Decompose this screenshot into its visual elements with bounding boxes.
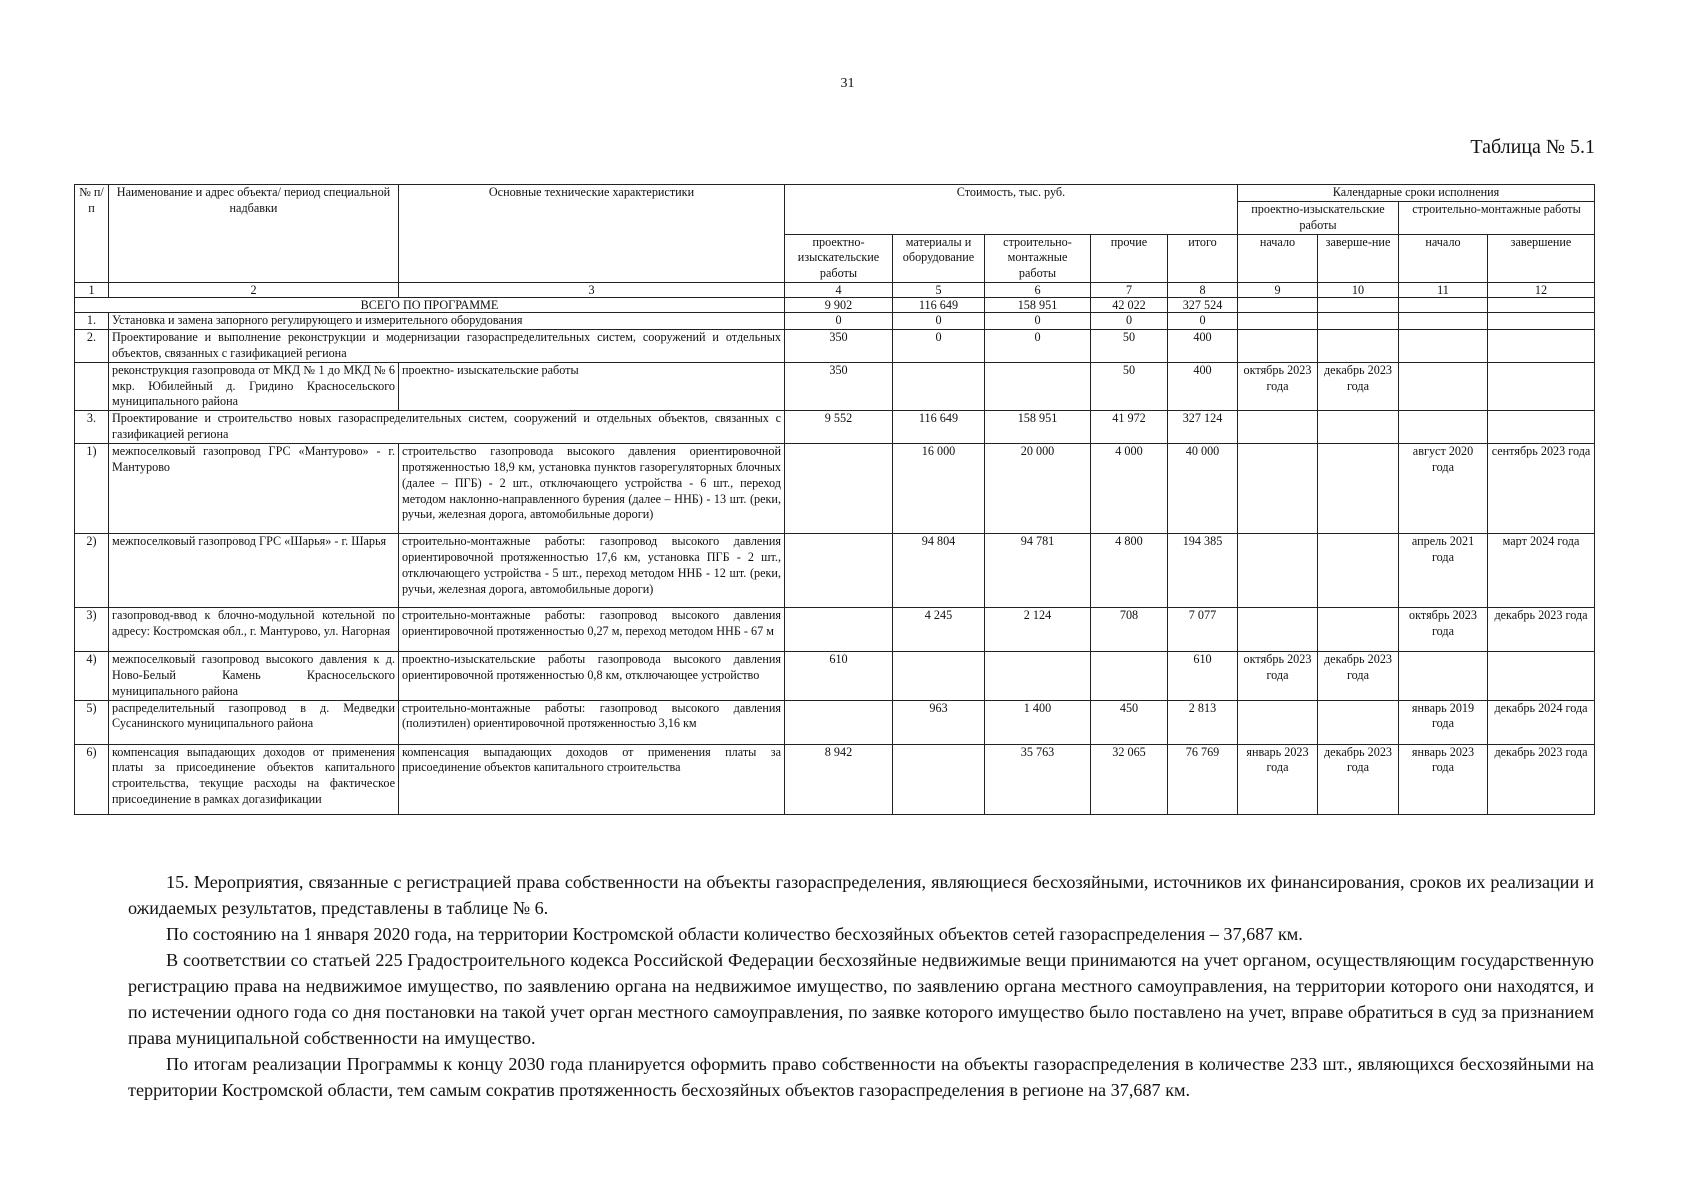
header-construction-start: начало bbox=[1399, 234, 1488, 283]
column-number: 11 bbox=[1399, 283, 1488, 298]
header-cost-group: Стоимость, тыс. руб. bbox=[785, 185, 1238, 235]
cell-design-start bbox=[1238, 330, 1318, 363]
cell-other-cost bbox=[1091, 652, 1168, 701]
row-name: компенсация выпадающих доходов от применения платы за присоединение объектов капитального строительства, текущие расходы на фактическое присоединение в рамках догазификации bbox=[109, 744, 399, 814]
cell-total-cost: 2 813 bbox=[1168, 700, 1238, 744]
row-name: реконструкция газопровода от МКД № 1 до МКД № 6 мкр. Юбилейный д. Гридино Красносельского муниципального района bbox=[109, 362, 399, 411]
total-sum: 327 524 bbox=[1168, 298, 1238, 313]
cell-construction-start: август 2020 года bbox=[1399, 444, 1488, 534]
table-row bbox=[75, 534, 1595, 608]
cell-construction-end: декабрь 2023 года bbox=[1488, 608, 1595, 652]
cell-construction-end bbox=[1488, 362, 1595, 411]
cell-other-cost: 32 065 bbox=[1091, 744, 1168, 814]
cell-design-end bbox=[1318, 608, 1399, 652]
column-number: 7 bbox=[1091, 283, 1168, 298]
column-number: 5 bbox=[893, 283, 985, 298]
row-number: 6) bbox=[75, 744, 109, 814]
cell-design-start bbox=[1238, 700, 1318, 744]
cell-design-start: январь 2023 года bbox=[1238, 744, 1318, 814]
cell-materials-cost: 0 bbox=[893, 330, 985, 363]
cell-design-end bbox=[1318, 330, 1399, 363]
cell-construction-start: апрель 2021 года bbox=[1399, 534, 1488, 608]
column-number: 1 bbox=[75, 283, 109, 298]
header-cost-other: прочие bbox=[1091, 234, 1168, 283]
table-row bbox=[75, 608, 1595, 652]
cell-construction-cost: 1 400 bbox=[985, 700, 1091, 744]
cell-design-start bbox=[1238, 534, 1318, 608]
cell-total-cost: 610 bbox=[1168, 652, 1238, 701]
column-number: 3 bbox=[399, 283, 785, 298]
header-name: Наименование и адрес объекта/ период специальной надбавки bbox=[109, 185, 399, 283]
header-specs: Основные технические характеристики bbox=[399, 185, 785, 283]
header-design-works: проектно-изыскательские работы bbox=[1238, 201, 1399, 234]
cell-materials-cost: 16 000 bbox=[893, 444, 985, 534]
cell-construction-end bbox=[1488, 330, 1595, 363]
cell-design-start bbox=[1238, 313, 1318, 330]
table-row bbox=[75, 313, 1595, 330]
cell-construction-cost: 158 951 bbox=[985, 411, 1091, 444]
cell-construction-end bbox=[1488, 313, 1595, 330]
paragraph: В соответствии со статьей 225 Градостроительного кодекса Российской Федерации бесхозяйные недвижимые вещи принимаются на учет органом, осуществляющим государственную регистрацию права на недвижимое имущество, по заявлению органа на недвижимое имущество, по заявлению органа местного самоуправления, на территории которого они находятся, и по истечении одного года со дня постановки на такой учет орган местного самоуправления, по заявке которого имущество было поставлено на учет, вправе обратиться в суд за признанием права муниципальной собственности на имущество. bbox=[128, 950, 1594, 1048]
cell-other-cost: 708 bbox=[1091, 608, 1168, 652]
row-name: Проектирование и строительство новых газораспределительных систем, сооружений и отдельных объектов, связанных с газификацией региона bbox=[109, 411, 785, 444]
column-number: 6 bbox=[985, 283, 1091, 298]
row-specs: компенсация выпадающих доходов от применения платы за присоединение объектов капитального строительства bbox=[399, 744, 785, 814]
cell-construction-start bbox=[1399, 313, 1488, 330]
cell-construction-start: январь 2019 года bbox=[1399, 700, 1488, 744]
column-number: 2 bbox=[109, 283, 399, 298]
cell-materials-cost: 0 bbox=[893, 313, 985, 330]
cell-design-end bbox=[1318, 444, 1399, 534]
cell-design-cost: 9 552 bbox=[785, 411, 893, 444]
cell-materials-cost: 963 bbox=[893, 700, 985, 744]
cell-construction-end bbox=[1488, 411, 1595, 444]
cell-construction-start bbox=[1399, 362, 1488, 411]
cell-construction-cost: 94 781 bbox=[985, 534, 1091, 608]
cell-design-end bbox=[1318, 534, 1399, 608]
cell-construction-start: январь 2023 года bbox=[1399, 744, 1488, 814]
row-name: распределительный газопровод в д. Медведки Сусанинского муниципального района bbox=[109, 700, 399, 744]
cell-total-cost: 400 bbox=[1168, 330, 1238, 363]
cell-construction-cost: 0 bbox=[985, 330, 1091, 363]
cell-materials-cost bbox=[893, 744, 985, 814]
total-other: 42 022 bbox=[1091, 298, 1168, 313]
paragraph: По состоянию на 1 января 2020 года, на территории Костромской области количество бесхозяйных объектов сетей газораспределения – 37,687 км. bbox=[166, 924, 1303, 944]
row-name: Установка и замена запорного регулирующего и измерительного оборудования bbox=[109, 313, 785, 330]
cell-design-cost: 8 942 bbox=[785, 744, 893, 814]
cell-total-cost: 0 bbox=[1168, 313, 1238, 330]
total-design: 9 902 bbox=[785, 298, 893, 313]
table-row bbox=[75, 444, 1595, 534]
cell-design-end bbox=[1318, 700, 1399, 744]
header-design-start: начало bbox=[1238, 234, 1318, 283]
cell-design-start bbox=[1238, 411, 1318, 444]
cell-design-end bbox=[1318, 411, 1399, 444]
cell-materials-cost: 4 245 bbox=[893, 608, 985, 652]
table-row bbox=[75, 330, 1595, 363]
header-construction-end: завершение bbox=[1488, 234, 1595, 283]
cell-construction-end: сентябрь 2023 года bbox=[1488, 444, 1595, 534]
header-cost-total: итого bbox=[1168, 234, 1238, 283]
table-row bbox=[75, 744, 1595, 814]
cell-design-cost: 350 bbox=[785, 362, 893, 411]
table-row bbox=[75, 362, 1595, 411]
cell-construction-end: март 2024 года bbox=[1488, 534, 1595, 608]
cell-design-end: декабрь 2023 года bbox=[1318, 362, 1399, 411]
row-number: 5) bbox=[75, 700, 109, 744]
row-number: 3. bbox=[75, 411, 109, 444]
cell-design-cost bbox=[785, 444, 893, 534]
row-number: 2) bbox=[75, 534, 109, 608]
cell-total-cost: 327 124 bbox=[1168, 411, 1238, 444]
row-specs: строительно-монтажные работы: газопровод высокого давления (полиэтилен) ориентировочной протяженностью 3,16 км bbox=[399, 700, 785, 744]
cell-design-cost: 610 bbox=[785, 652, 893, 701]
cell-construction-cost: 20 000 bbox=[985, 444, 1091, 534]
cell-design-cost bbox=[785, 700, 893, 744]
cell-materials-cost bbox=[893, 362, 985, 411]
header-construction-works: строительно-монтажные работы bbox=[1399, 201, 1595, 234]
header-cost-design: проектно-изыскательские работы bbox=[785, 234, 893, 283]
header-num: № п/п bbox=[75, 185, 109, 283]
table-caption: Таблица № 5.1 bbox=[1470, 136, 1595, 158]
column-numbers-row bbox=[75, 283, 1595, 298]
row-name: газопровод-ввод к блочно-модульной котельной по адресу: Костромская обл., г. Мантурово, ул. Нагорная bbox=[109, 608, 399, 652]
header-row-1 bbox=[75, 185, 1595, 202]
table-row bbox=[75, 652, 1595, 701]
cell-total-cost: 7 077 bbox=[1168, 608, 1238, 652]
cell-design-end bbox=[1318, 313, 1399, 330]
cell-design-start bbox=[1238, 444, 1318, 534]
cell-other-cost: 50 bbox=[1091, 330, 1168, 363]
row-specs: проектно- изыскательские работы bbox=[399, 362, 785, 411]
page-number: 31 bbox=[840, 76, 855, 91]
row-name: межпоселковый газопровод ГРС «Мантурово» - г. Мантурово bbox=[109, 444, 399, 534]
cell-materials-cost: 94 804 bbox=[893, 534, 985, 608]
header-cost-construction: строительно-монтажные работы bbox=[985, 234, 1091, 283]
total-materials: 116 649 bbox=[893, 298, 985, 313]
column-number: 9 bbox=[1238, 283, 1318, 298]
cell-construction-end bbox=[1488, 652, 1595, 701]
cell-construction-cost: 2 124 bbox=[985, 608, 1091, 652]
row-number: 3) bbox=[75, 608, 109, 652]
cell-other-cost: 450 bbox=[1091, 700, 1168, 744]
cell-total-cost: 40 000 bbox=[1168, 444, 1238, 534]
total-construction: 158 951 bbox=[985, 298, 1091, 313]
cell-design-end: декабрь 2023 года bbox=[1318, 744, 1399, 814]
header-cost-materials: материалы и оборудование bbox=[893, 234, 985, 283]
row-specs: строительно-монтажные работы: газопровод высокого давления ориентировочной протяженностью 17,6 км, установка ПГБ - 2 шт., отключающего устройства - 5 шт., переход методом ННБ - 12 шт. (реки, ручьи, железная дорога, автомобильные дороги) bbox=[399, 534, 785, 608]
cell-total-cost: 194 385 bbox=[1168, 534, 1238, 608]
cell-other-cost: 0 bbox=[1091, 313, 1168, 330]
cell-construction-start bbox=[1399, 411, 1488, 444]
cell-other-cost: 50 bbox=[1091, 362, 1168, 411]
row-name: межпоселковый газопровод ГРС «Шарья» - г. Шарья bbox=[109, 534, 399, 608]
cell-other-cost: 4 800 bbox=[1091, 534, 1168, 608]
header-schedule-group: Календарные сроки исполнения bbox=[1238, 185, 1595, 202]
cell-design-end: декабрь 2023 года bbox=[1318, 652, 1399, 701]
program-table bbox=[74, 184, 1595, 815]
cell-construction-start bbox=[1399, 330, 1488, 363]
total-label: ВСЕГО ПО ПРОГРАММЕ bbox=[75, 298, 785, 313]
row-specs: строительно-монтажные работы: газопровод высокого давления ориентировочной протяженностью 0,27 м, переход методом ННБ - 67 м bbox=[399, 608, 785, 652]
cell-design-cost bbox=[785, 534, 893, 608]
table-row bbox=[75, 411, 1595, 444]
cell-other-cost: 41 972 bbox=[1091, 411, 1168, 444]
cell-construction-cost: 35 763 bbox=[985, 744, 1091, 814]
table-row bbox=[75, 700, 1595, 744]
cell-construction-cost bbox=[985, 652, 1091, 701]
column-number: 10 bbox=[1318, 283, 1399, 298]
column-number: 12 bbox=[1488, 283, 1595, 298]
paragraph: 15. Мероприятия, связанные с регистрацией права собственности на объекты газораспределения, являющиеся бесхозяйными, источников их финансирования, сроков их реализации и ожидаемых результатов, представлены в таблице № 6. bbox=[128, 872, 1594, 918]
cell-construction-start: октябрь 2023 года bbox=[1399, 608, 1488, 652]
row-name: межпоселковый газопровод высокого давления к д. Ново-Белый Камень Красносельского муниципального района bbox=[109, 652, 399, 701]
column-number: 8 bbox=[1168, 283, 1238, 298]
cell-construction-end: декабрь 2023 года bbox=[1488, 744, 1595, 814]
cell-materials-cost: 116 649 bbox=[893, 411, 985, 444]
body-text bbox=[128, 869, 1594, 1103]
cell-other-cost: 4 000 bbox=[1091, 444, 1168, 534]
cell-construction-start bbox=[1399, 652, 1488, 701]
row-specs: проектно-изыскательские работы газопровода высокого давления ориентировочной протяженностью 0,8 км, отключающее устройство bbox=[399, 652, 785, 701]
row-number bbox=[75, 362, 109, 411]
row-specs: строительство газопровода высокого давления ориентировочной протяженностью 18,9 км, установка пунктов газорегуляторных блочных (далее – ПГБ) - 2 шт., отключающего устройства - 6 шт., переход методом наклонно-направленного бурения (далее – ННБ) - 13 шт. (реки, ручьи, железная дорога, автомобильные дороги) bbox=[399, 444, 785, 534]
row-name: Проектирование и выполнение реконструкции и модернизации газораспределительных систем, сооружений и отдельных объектов, связанных с газификацией региона bbox=[109, 330, 785, 363]
row-number: 4) bbox=[75, 652, 109, 701]
cell-design-start bbox=[1238, 608, 1318, 652]
row-number: 2. bbox=[75, 330, 109, 363]
cell-construction-cost bbox=[985, 362, 1091, 411]
cell-design-cost: 0 bbox=[785, 313, 893, 330]
cell-total-cost: 400 bbox=[1168, 362, 1238, 411]
row-number: 1. bbox=[75, 313, 109, 330]
cell-design-start: октябрь 2023 года bbox=[1238, 362, 1318, 411]
cell-construction-end: декабрь 2024 года bbox=[1488, 700, 1595, 744]
cell-design-cost bbox=[785, 608, 893, 652]
row-number: 1) bbox=[75, 444, 109, 534]
cell-total-cost: 76 769 bbox=[1168, 744, 1238, 814]
cell-design-start: октябрь 2023 года bbox=[1238, 652, 1318, 701]
total-row bbox=[75, 298, 1595, 313]
paragraph: По итогам реализации Программы к концу 2030 года планируется оформить право собственности на объекты газораспределения в количестве 233 шт., являющихся бесхозяйными на территории Костромской области, тем самым сократив протяженность бесхозяйных объектов газораспределения в регионе на 37,687 км. bbox=[128, 1054, 1594, 1100]
column-number: 4 bbox=[785, 283, 893, 298]
cell-materials-cost bbox=[893, 652, 985, 701]
cell-design-cost: 350 bbox=[785, 330, 893, 363]
header-design-end: заверше-ние bbox=[1318, 234, 1399, 283]
cell-construction-cost: 0 bbox=[985, 313, 1091, 330]
